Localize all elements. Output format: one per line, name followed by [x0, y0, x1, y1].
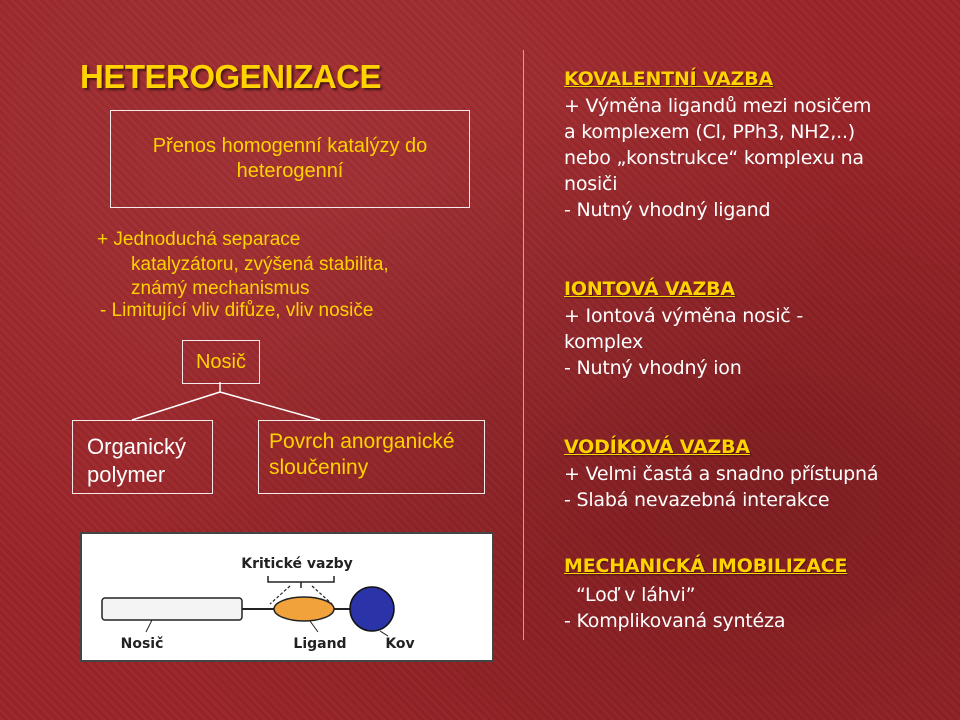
- ligand-pointer: [310, 621, 318, 632]
- hydrogen-line-2: - Slabá nevazebná interakce: [564, 489, 830, 511]
- support-box: [182, 340, 260, 384]
- mechanical-text: [564, 582, 785, 634]
- inorganic-surface-box: [258, 420, 485, 494]
- support-pointer: [146, 620, 152, 632]
- ionic-line-1: + Iontová výměna nosič -: [564, 305, 804, 327]
- covalent-line-5: - Nutný vhodný ligand: [564, 199, 771, 221]
- support-label: Nosič: [120, 636, 164, 652]
- support-box-text: Nosič: [195, 350, 246, 373]
- covalent-line-3: nebo „konstrukce“ komplexu na: [564, 147, 864, 169]
- mechanical-line-1: “Loď v láhvi”: [576, 584, 696, 606]
- covalent-line-2: a komplexem (Cl, PPh3, NH2,..): [564, 121, 856, 143]
- support-block-shape: [102, 598, 242, 620]
- ionic-line-3: - Nutný vhodný ion: [564, 357, 742, 379]
- ligand-label: Ligand: [293, 636, 347, 652]
- metal-shape: [350, 587, 394, 631]
- organic-polymer-box: [72, 420, 213, 494]
- organic-line-2: polymer: [87, 461, 166, 487]
- slide-title: HETEROGENIZACE: [80, 58, 382, 95]
- ionic-line-2: komplex: [564, 331, 643, 353]
- inorganic-line-2: sloučeniny: [269, 456, 369, 480]
- hydrogen-text: [564, 461, 878, 513]
- connector-right: [220, 392, 320, 420]
- transfer-box-text: Přenos homogenní katalýzy do heterogenní: [152, 135, 428, 182]
- organic-line-1: Organický: [87, 434, 187, 459]
- mechanical-line-2: - Komplikovaná syntéza: [564, 610, 786, 632]
- hydrogen-heading: VODÍKOVÁ VAZBA: [564, 436, 750, 458]
- covalent-line-4: nosiči: [564, 173, 618, 195]
- covalent-line-1: + Výměna ligandů mezi nosičem: [564, 95, 872, 117]
- disadvantages-line: - Limitující vliv difůze, vliv nosiče: [100, 300, 374, 321]
- connector-left: [132, 392, 220, 420]
- immobilization-diagram: [80, 532, 494, 662]
- metal-label: Kov: [385, 636, 415, 652]
- covalent-heading: KOVALENTNÍ VAZBA: [564, 68, 774, 90]
- ionic-text: [564, 303, 803, 381]
- mechanical-heading: MECHANICKÁ IMOBILIZACE: [564, 555, 848, 577]
- advantage-line-1: + Jednoduchá separace: [97, 229, 301, 250]
- advantage-line-3: známý mechanismus: [131, 278, 310, 300]
- ligand-shape: [274, 597, 334, 621]
- advantage-line-2: katalyzátoru, zvýšená stabilita,: [131, 253, 389, 275]
- covalent-text: [564, 93, 871, 223]
- critical-bonds-label: Kritické vazby: [241, 556, 353, 572]
- immobilization-diagram-svg: [82, 534, 492, 660]
- ionic-heading: IONTOVÁ VAZBA: [564, 278, 735, 300]
- inorganic-line-1: Povrch anorganické: [269, 430, 455, 453]
- hydrogen-line-1: + Velmi častá a snadno přístupná: [564, 463, 879, 485]
- critical-bonds-bracket: [268, 576, 334, 582]
